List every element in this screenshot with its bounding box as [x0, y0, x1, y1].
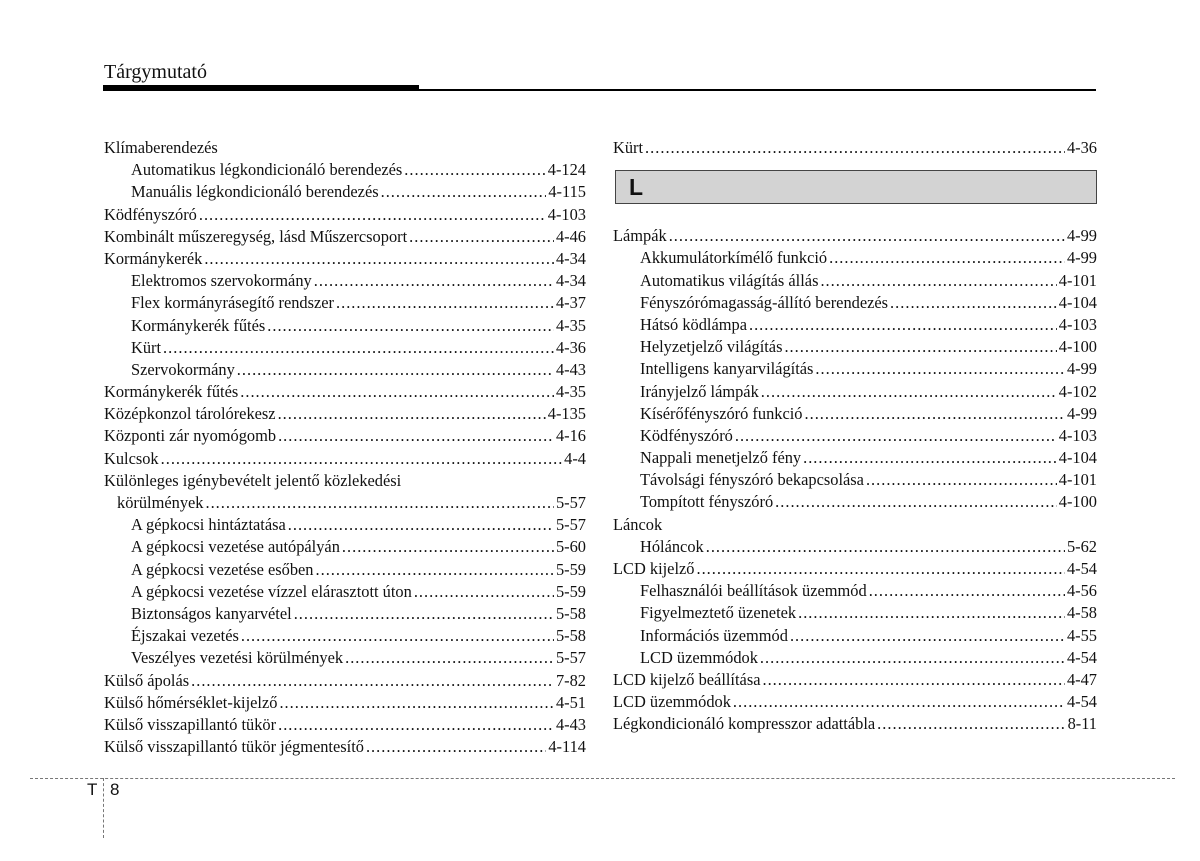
- index-entry: [104, 270, 586, 292]
- dot-leader: [240, 381, 554, 403]
- index-entry-label: LCD üzemmódok: [613, 692, 731, 712]
- index-entry-label: Kürt: [613, 138, 644, 157]
- index-entry: [104, 226, 586, 248]
- index-entry-label: Hóláncok: [640, 536, 704, 556]
- index-entry-page: 5-62: [1066, 536, 1097, 556]
- index-entry-label: Automatikus világítás állás: [640, 270, 819, 290]
- index-entry-label: Akkumulátorkímélő funkció: [640, 248, 828, 268]
- dot-leader: [803, 447, 1057, 469]
- index-entry: [613, 403, 1097, 425]
- dot-leader: [761, 381, 1057, 403]
- index-entry-label: A gépkocsi vezetése vízzel elárasztott úton: [131, 581, 412, 601]
- index-entry: [104, 470, 586, 492]
- index-entry: [104, 514, 586, 536]
- index-entry: [104, 248, 586, 270]
- dot-leader: [866, 469, 1057, 491]
- index-entry-label: Fényszórómagasság-állító berendezés: [640, 292, 889, 312]
- index-entry: [613, 270, 1097, 292]
- index-entry-label: Felhasználói beállítások üzemmód: [640, 581, 867, 601]
- dot-leader: [790, 625, 1065, 647]
- index-entry-page: 5-58: [555, 626, 586, 646]
- index-entry: [613, 292, 1097, 314]
- dot-leader: [706, 536, 1065, 558]
- dot-leader: [204, 248, 554, 270]
- index-entry: [613, 580, 1097, 602]
- index-entry: [104, 425, 586, 447]
- index-entry-page: 4-37: [555, 293, 586, 313]
- index-entry-page: 4-4: [564, 448, 586, 468]
- index-entry-label: Veszélyes vezetési körülmények: [131, 648, 344, 668]
- dot-leader: [241, 625, 554, 647]
- index-entry-page: 4-36: [555, 337, 586, 357]
- dot-leader: [414, 581, 554, 603]
- page-title: Tárgymutató: [104, 61, 207, 83]
- index-entry-label: Ködfényszóró: [640, 425, 733, 445]
- dot-leader: [278, 403, 546, 425]
- index-entry-page: 4-114: [548, 737, 586, 757]
- index-entry-page: 4-102: [1058, 381, 1097, 401]
- index-entry: [613, 336, 1097, 358]
- index-entry-label: Irányjelző lámpák: [640, 381, 759, 401]
- index-entry: [613, 713, 1097, 735]
- index-entry-label: Hátsó ködlámpa: [640, 314, 747, 334]
- index-entry-label: LCD üzemmódok: [640, 647, 758, 667]
- index-entry-page: 4-103: [1058, 425, 1097, 445]
- dot-leader: [805, 403, 1065, 425]
- index-entry-label: Lámpák: [613, 226, 667, 246]
- index-entry-page: 4-54: [1066, 692, 1097, 712]
- dot-leader: [314, 270, 554, 292]
- index-entry: [104, 692, 586, 714]
- index-entry: [104, 492, 586, 514]
- dot-leader: [278, 425, 554, 447]
- index-entry-page: 4-99: [1066, 226, 1097, 246]
- index-entry: [104, 536, 586, 558]
- index-entry-label: Információs üzemmód: [640, 625, 788, 645]
- index-entry: [613, 225, 1097, 247]
- index-entry-page: 4-35: [555, 382, 586, 402]
- index-entry: [104, 559, 586, 581]
- index-entry-page: 8-11: [1067, 714, 1097, 734]
- dot-leader: [775, 491, 1057, 513]
- header-rule-thin: [419, 89, 1096, 91]
- dot-leader: [342, 536, 554, 558]
- footer-vertical-divider: [103, 778, 104, 838]
- index-entry-label: A gépkocsi hintáztatása: [131, 515, 286, 535]
- index-entry-label: Intelligens kanyarvilágítás: [640, 359, 814, 379]
- index-entry: [613, 647, 1097, 669]
- dot-leader: [829, 247, 1065, 269]
- index-entry-label: Éjszakai vezetés: [131, 626, 239, 646]
- index-entry-label: LCD kijelző: [613, 559, 695, 578]
- index-entry: [104, 159, 586, 181]
- index-entry-label: Központi zár nyomógomb: [104, 426, 277, 446]
- index-entry: [104, 714, 586, 736]
- index-entry-page: 5-60: [555, 537, 586, 557]
- index-entry-page: 4-47: [1066, 669, 1097, 689]
- index-entry: [104, 581, 586, 603]
- dot-leader: [316, 559, 554, 581]
- dot-leader: [696, 558, 1064, 580]
- index-entry-page: 4-43: [555, 359, 586, 379]
- index-entry: [104, 647, 586, 669]
- index-entry-label: A gépkocsi vezetése esőben: [131, 559, 314, 579]
- index-entry-page: 4-99: [1066, 403, 1097, 423]
- index-entry-label: Biztonságos kanyarvétel: [131, 603, 292, 623]
- dot-leader: [869, 580, 1065, 602]
- index-entry-page: 5-57: [555, 493, 586, 512]
- index-entry: [613, 314, 1097, 336]
- index-entry-page: 4-100: [1058, 492, 1097, 512]
- dot-leader: [381, 181, 547, 203]
- dot-leader: [733, 691, 1065, 713]
- index-entry-label: Kulcsok: [104, 448, 159, 468]
- index-entry-page: 4-55: [1066, 625, 1097, 645]
- index-entry-page: 4-43: [555, 714, 586, 734]
- index-column-right: [613, 137, 1097, 736]
- index-entry-label: Láncok: [613, 514, 663, 534]
- index-entry-label: Flex kormányrásegítő rendszer: [131, 293, 334, 313]
- dot-leader: [199, 204, 546, 226]
- index-entry-page: 4-58: [1066, 603, 1097, 623]
- index-entry-label: Külső ápolás: [104, 670, 190, 690]
- dot-leader: [890, 292, 1057, 314]
- index-entry-page: 4-104: [1058, 292, 1097, 312]
- index-entry-page: 4-34: [555, 271, 586, 291]
- index-entry: [613, 491, 1097, 513]
- index-entry-page: 5-59: [555, 581, 586, 601]
- dot-leader: [267, 315, 554, 337]
- index-entry-page: 4-36: [1066, 138, 1097, 157]
- index-entry: [104, 736, 586, 758]
- index-entry-page: 5-59: [555, 559, 586, 579]
- index-entry-label: Légkondicionáló kompresszor adattábla: [613, 714, 876, 734]
- index-entry-label: Kormánykerék fűtés: [104, 382, 239, 402]
- index-entry-label: Nappali menetjelző fény: [640, 448, 802, 468]
- index-entry-page: 4-100: [1058, 337, 1097, 357]
- dot-leader: [288, 514, 554, 536]
- index-entry-label: Automatikus légkondicionáló berendezés: [131, 160, 403, 180]
- index-entry: [613, 358, 1097, 380]
- index-entry-page: 7-82: [555, 670, 586, 690]
- dot-leader: [163, 337, 554, 359]
- dot-leader: [366, 736, 546, 758]
- dot-leader: [735, 425, 1057, 447]
- index-entry-label: Szervokormány: [131, 359, 235, 379]
- index-entry: [613, 536, 1097, 558]
- index-entry: [613, 691, 1097, 713]
- index-entry-label: Külső visszapillantó tükör: [104, 714, 277, 734]
- index-entry-label: körülmények: [117, 493, 204, 512]
- index-entry-page: 4-56: [1066, 581, 1097, 601]
- index-entry-label: Tompított fényszóró: [640, 492, 774, 512]
- dot-leader: [336, 292, 554, 314]
- index-entry: [104, 137, 586, 159]
- index-entry-page: 4-124: [547, 160, 586, 180]
- index-entry-page: 4-103: [547, 204, 586, 224]
- dot-leader: [279, 692, 554, 714]
- index-entry-page: 4-99: [1066, 248, 1097, 268]
- dot-leader: [191, 670, 554, 692]
- index-entry: [104, 625, 586, 647]
- dot-leader: [645, 137, 1065, 159]
- dot-leader: [877, 713, 1065, 735]
- dot-leader: [237, 359, 554, 381]
- index-entry-page: 4-54: [1066, 559, 1097, 578]
- dot-leader: [345, 647, 554, 669]
- index-entry-page: 5-57: [555, 515, 586, 535]
- index-entry: [104, 337, 586, 359]
- index-entry-label: Kormánykerék: [104, 248, 203, 268]
- dot-leader: [278, 714, 554, 736]
- dot-leader: [784, 336, 1056, 358]
- dot-leader: [749, 314, 1057, 336]
- index-entry-page: 4-135: [547, 404, 586, 424]
- footer-section-letter: T: [87, 780, 98, 799]
- index-entry: [613, 514, 1097, 536]
- index-entry: [613, 425, 1097, 447]
- index-entry-label: Elektromos szervokormány: [131, 271, 312, 291]
- index-entry: [613, 625, 1097, 647]
- index-entry-label: Ködfényszóró: [104, 204, 197, 224]
- section-letter: L: [629, 174, 644, 201]
- index-entry-label: Külső visszapillantó tükör jégmentesítő: [104, 737, 364, 757]
- dot-leader: [760, 647, 1065, 669]
- dot-leader: [409, 226, 554, 248]
- index-entry: [613, 247, 1097, 269]
- index-entry-label: Külső hőmérséklet-kijelző: [104, 692, 278, 712]
- index-entry-page: 4-16: [555, 426, 586, 446]
- dot-leader: [762, 669, 1064, 691]
- index-entry: [613, 381, 1097, 403]
- index-entry-page: 4-103: [1058, 314, 1097, 334]
- index-entry: [104, 670, 586, 692]
- header-rule-thick: [103, 85, 419, 91]
- footer-page-number: 8: [110, 780, 120, 799]
- index-entry: [613, 447, 1097, 469]
- index-entry-label: Helyzetjelző világítás: [640, 337, 783, 357]
- index-entry-page: 4-51: [555, 692, 586, 712]
- index-entry: [104, 448, 586, 470]
- index-entry: [104, 292, 586, 314]
- index-entry-label: A gépkocsi vezetése autópályán: [131, 537, 340, 557]
- dot-leader: [205, 492, 553, 514]
- index-entry-page: 4-115: [548, 182, 586, 202]
- index-entry-page: 4-99: [1066, 359, 1097, 379]
- index-entry: [104, 315, 586, 337]
- index-entry-label: Kormánykerék fűtés: [131, 315, 266, 335]
- index-entry: [613, 558, 1097, 580]
- footer-divider: [30, 778, 1175, 779]
- index-entry-page: 4-104: [1058, 448, 1097, 468]
- index-entry-page: 4-35: [555, 315, 586, 335]
- dot-leader: [161, 448, 563, 470]
- dot-leader: [798, 602, 1065, 624]
- index-entry-label: LCD kijelző beállítása: [613, 669, 761, 689]
- dot-leader: [294, 603, 554, 625]
- dot-leader: [820, 270, 1056, 292]
- index-entry: [613, 602, 1097, 624]
- dot-leader: [404, 159, 545, 181]
- index-entry-label: Figyelmeztető üzenetek: [640, 603, 797, 623]
- dot-leader: [815, 358, 1065, 380]
- index-entry-label: Manuális légkondicionáló berendezés: [131, 182, 379, 202]
- index-entry-label: Középkonzol tárolórekesz: [104, 404, 276, 424]
- index-entry-label: Kürt: [131, 337, 162, 357]
- index-entry-page: 5-57: [555, 648, 586, 668]
- index-entry-page: 4-34: [555, 248, 586, 268]
- index-entry: [104, 403, 586, 425]
- index-entry-page: 4-101: [1058, 470, 1097, 490]
- index-entry-label: Távolsági fényszóró bekapcsolása: [640, 470, 864, 490]
- index-entry: [104, 381, 586, 403]
- index-entry-page: 4-101: [1058, 270, 1097, 290]
- index-entry-page: 4-46: [555, 226, 586, 246]
- index-entry-page: 4-54: [1066, 647, 1097, 667]
- dot-leader: [669, 225, 1065, 247]
- index-entry-label: Különleges igénybevételt jelentő közlekedési: [104, 470, 402, 490]
- index-entry: [613, 669, 1097, 691]
- index-entry: [613, 469, 1097, 491]
- index-entry-label: Kísérőfényszóró funkció: [640, 403, 803, 423]
- index-column-left: [104, 137, 586, 758]
- index-entry-label: Kombinált műszeregység, lásd Műszercsoport: [104, 226, 408, 246]
- index-entry: [104, 603, 586, 625]
- index-entry-page: 5-58: [555, 603, 586, 623]
- index-entry-label: Klímaberendezés: [104, 138, 218, 157]
- index-entry: [104, 204, 586, 226]
- section-letter-box: [615, 170, 1097, 204]
- index-entry: [104, 181, 586, 203]
- index-entry: [613, 137, 1097, 159]
- index-entry: [104, 359, 586, 381]
